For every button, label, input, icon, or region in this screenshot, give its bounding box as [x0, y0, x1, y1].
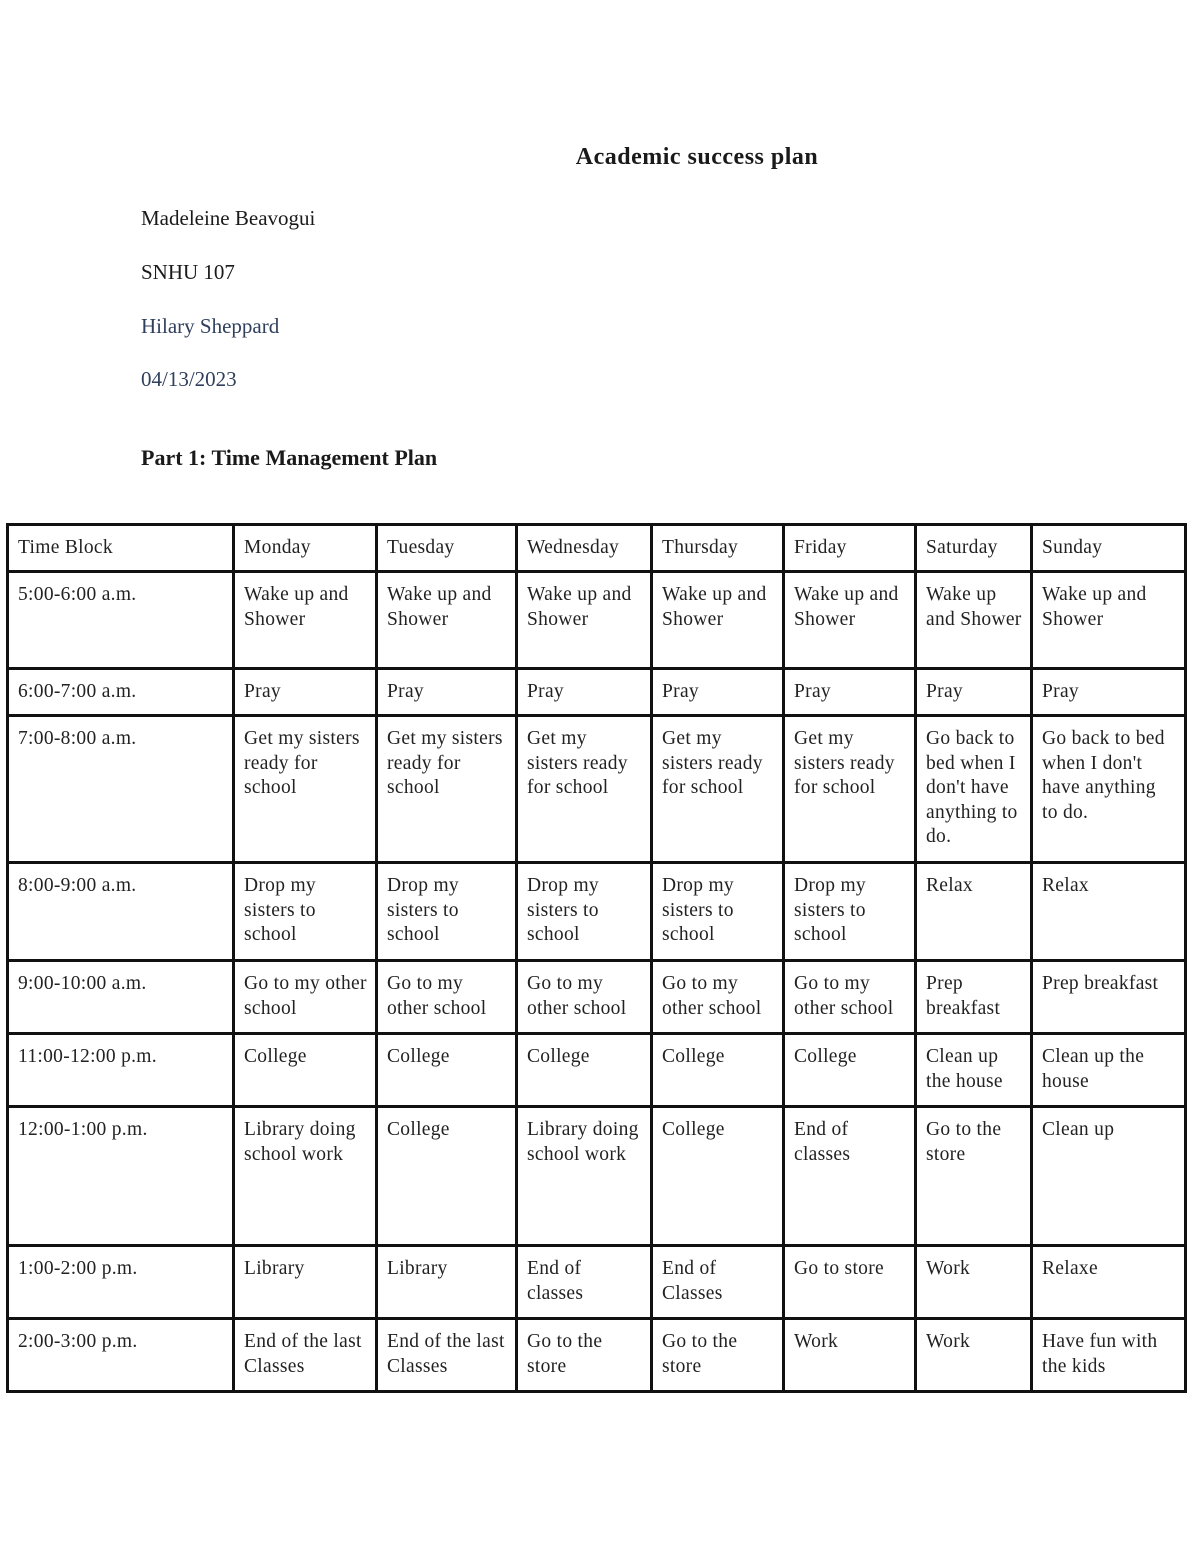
table-cell: Wake up and Shower — [916, 572, 1032, 669]
table-cell: Pray — [1032, 669, 1186, 716]
table-cell: Wake up and Shower — [517, 572, 652, 669]
table-cell: Wake up and Shower — [234, 572, 377, 669]
table-row — [8, 572, 1186, 669]
table-cell: Library — [234, 1246, 377, 1319]
time-block-cell: 6:00-7:00 a.m. — [8, 669, 234, 716]
time-block-cell: 5:00-6:00 a.m. — [8, 572, 234, 669]
table-cell: Go back to bed when I don't have anything to do. — [916, 716, 1032, 863]
section-heading: Part 1: Time Management Plan — [141, 445, 438, 470]
header-cell: Wednesday — [517, 525, 652, 572]
time-block-cell: 11:00-12:00 p.m. — [8, 1034, 234, 1107]
time-management-table — [6, 523, 1187, 1393]
table-cell: Get my sisters ready for school — [377, 716, 517, 863]
table-cell: Go to store — [784, 1246, 916, 1319]
table-cell: College — [784, 1034, 916, 1107]
header-cell: Saturday — [916, 525, 1032, 572]
table-cell: Pray — [916, 669, 1032, 716]
header-cell: Sunday — [1032, 525, 1186, 572]
table-cell: Library — [377, 1246, 517, 1319]
table-cell: College — [377, 1107, 517, 1246]
table-cell: Go to my other school — [517, 961, 652, 1034]
table-cell: Pray — [517, 669, 652, 716]
table-cell: Prep breakfast — [916, 961, 1032, 1034]
table-cell: College — [234, 1034, 377, 1107]
table-header-row — [8, 525, 1186, 572]
table-cell: Pray — [234, 669, 377, 716]
table-cell: Go to my other school — [377, 961, 517, 1034]
table-cell: Have fun with the kids — [1032, 1319, 1186, 1392]
time-block-cell: 2:00-3:00 p.m. — [8, 1319, 234, 1392]
table-cell: Wake up and Shower — [652, 572, 784, 669]
table-cell: End of classes — [517, 1246, 652, 1319]
time-block-cell: 9:00-10:00 a.m. — [8, 961, 234, 1034]
table-cell: Prep breakfast — [1032, 961, 1186, 1034]
table-cell: Drop my sisters to school — [377, 863, 517, 961]
table-cell: End of Classes — [652, 1246, 784, 1319]
table-cell: Go to my other school — [784, 961, 916, 1034]
header-cell: Monday — [234, 525, 377, 572]
table-cell: Work — [916, 1246, 1032, 1319]
table-cell: Go to the store — [652, 1319, 784, 1392]
table-cell: Go back to bed when I don't have anything to do. — [1032, 716, 1186, 863]
table-cell: Get my sisters ready for school — [517, 716, 652, 863]
table-cell: College — [652, 1107, 784, 1246]
table-cell: Drop my sisters to school — [652, 863, 784, 961]
table-cell: Relax — [916, 863, 1032, 961]
table-cell: Library doing school work — [517, 1107, 652, 1246]
table-row — [8, 669, 1186, 716]
table-cell: Library doing school work — [234, 1107, 377, 1246]
time-block-cell: 8:00-9:00 a.m. — [8, 863, 234, 961]
table-cell: Clean up the house — [1032, 1034, 1186, 1107]
table-cell: Drop my sisters to school — [517, 863, 652, 961]
table-cell: College — [377, 1034, 517, 1107]
table-row — [8, 961, 1186, 1034]
table-cell: Go to the store — [517, 1319, 652, 1392]
table-row — [8, 1319, 1186, 1392]
table-row — [8, 1034, 1186, 1107]
header-cell: Thursday — [652, 525, 784, 572]
table-cell: Clean up — [1032, 1107, 1186, 1246]
table-cell: Wake up and Shower — [377, 572, 517, 669]
table-cell: Go to the store — [916, 1107, 1032, 1246]
table-cell: Wake up and Shower — [1032, 572, 1186, 669]
document-date: 04/13/2023 — [141, 367, 237, 391]
table-row — [8, 716, 1186, 863]
table-cell: College — [517, 1034, 652, 1107]
table-row — [8, 1107, 1186, 1246]
course-code: SNHU 107 — [141, 260, 235, 284]
time-block-cell: 12:00-1:00 p.m. — [8, 1107, 234, 1246]
header-cell: Tuesday — [377, 525, 517, 572]
table-cell: Get my sisters ready for school — [234, 716, 377, 863]
table-cell: End of classes — [784, 1107, 916, 1246]
table-cell: Go to my other school — [652, 961, 784, 1034]
table-cell: Pray — [652, 669, 784, 716]
table-cell: Pray — [377, 669, 517, 716]
table-cell: Work — [916, 1319, 1032, 1392]
table-cell: Work — [784, 1319, 916, 1392]
header-cell: Time Block — [8, 525, 234, 572]
table-cell: Relax — [1032, 863, 1186, 961]
header-cell: Friday — [784, 525, 916, 572]
table-row — [8, 863, 1186, 961]
table-cell: End of the last Classes — [377, 1319, 517, 1392]
table-cell: Drop my sisters to school — [784, 863, 916, 961]
table-cell: Pray — [784, 669, 916, 716]
table-cell: Get my sisters ready for school — [652, 716, 784, 863]
table-cell: End of the last Classes — [234, 1319, 377, 1392]
document-title: Academic success plan — [575, 144, 819, 170]
table-cell: Wake up and Shower — [784, 572, 916, 669]
table-cell: Relaxe — [1032, 1246, 1186, 1319]
table-cell: College — [652, 1034, 784, 1107]
student-name: Madeleine Beavogui — [141, 206, 316, 230]
table-cell: Go to my other school — [234, 961, 377, 1034]
instructor-name: Hilary Sheppard — [141, 314, 280, 338]
time-block-cell: 7:00-8:00 a.m. — [8, 716, 234, 863]
table-row — [8, 1246, 1186, 1319]
table-cell: Drop my sisters to school — [234, 863, 377, 961]
table-cell: Get my sisters ready for school — [784, 716, 916, 863]
table-cell: Clean up the house — [916, 1034, 1032, 1107]
time-block-cell: 1:00-2:00 p.m. — [8, 1246, 234, 1319]
